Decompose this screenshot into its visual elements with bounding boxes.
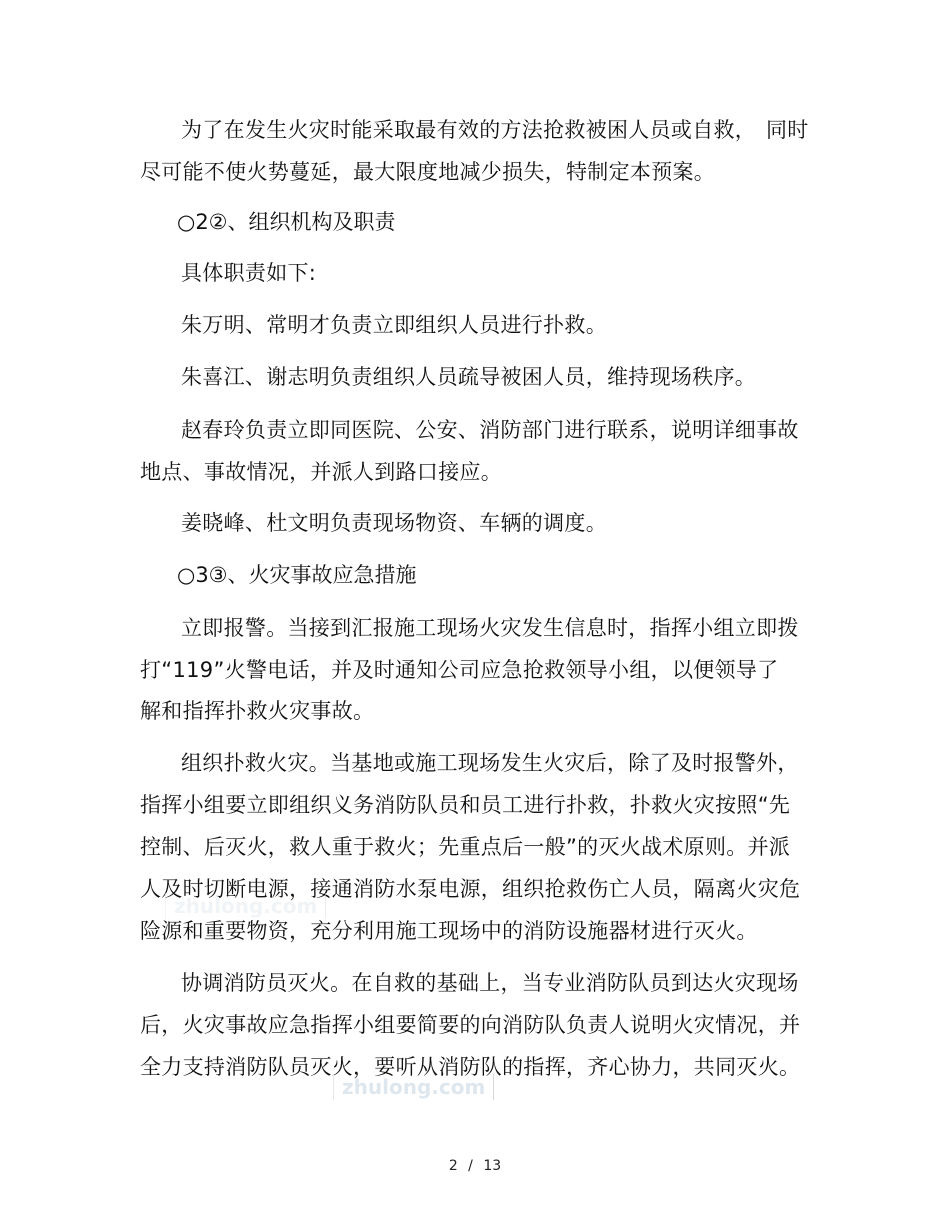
organize-line-5: 险源和重要物资，充分利用施工现场中的消防设施器材进行灭火。 <box>140 919 758 943</box>
intro-line-1 <box>181 116 756 144</box>
alarm-line-2: 打“119”火警电话，并及时通知公司应急抢救领导小组，以便领导了 <box>140 658 779 682</box>
alarm-line-3: 解和指挥扑救火灾事故。 <box>140 699 375 723</box>
section-2-heading: ○2②、组织机构及职责 <box>177 210 396 234</box>
duty-2: 朱喜江、谢志明负责组织人员疏导被困人员，维持现场秩序。 <box>181 365 757 389</box>
organize-line-1: 组织扑救火灾。当基地或施工现场发生火灾后，除了及时报警外， <box>181 751 799 775</box>
duty-3-line-1: 赵春玲负责立即同医院、公安、消防部门进行联系，说明详细事故 <box>181 418 799 442</box>
watermark-logo: zhulong.com <box>333 1074 494 1100</box>
intro-line-1-start: 为了在发生火灾时能采取最有效的方法抢救被困人员或自救， <box>181 118 757 142</box>
section-3-heading: ○3③、火灾事故应急措施 <box>177 563 417 587</box>
organize-line-4: 人及时切断电源，接通消防水泵电源，组织抢救伤亡人员，隔离火灾危 <box>140 877 801 901</box>
alarm-line-1: 立即报警。当接到汇报施工现场火灾发生信息时，指挥小组立即拨 <box>181 616 799 640</box>
coordinate-line-3: 全力支持消防队员灭火，要听从消防队的指挥，齐心协力，共同灭火。 <box>140 1055 801 1079</box>
duty-1: 朱万明、常明才负责立即组织人员进行扑救。 <box>181 313 607 337</box>
duty-3-line-2: 地点、事故情况，并派人到路口接应。 <box>140 460 503 484</box>
duty-4: 姜晓峰、杜文明负责现场物资、车辆的调度。 <box>181 511 607 535</box>
intro-line-1-end: 同时 <box>766 118 809 142</box>
organize-line-3: 控制、后灭火，救人重于救火；先重点后一般”的灭火战术原则。并派 <box>140 835 791 859</box>
intro-line-2: 尽可能不使火势蔓延，最大限度地减少损失，特制定本预案。 <box>140 160 716 184</box>
page-number: 2 / 13 <box>448 1158 502 1174</box>
coordinate-line-2: 后，火灾事故应急指挥小组要简要的向消防队负责人说明火灾情况，并 <box>140 1013 801 1037</box>
watermark-logo: zhulong.com <box>165 893 326 919</box>
coordinate-line-1: 协调消防员灭火。在自救的基础上，当专业消防队员到达火灾现场 <box>181 971 799 995</box>
duties-intro: 具体职责如下: <box>181 261 317 285</box>
organize-line-2: 指挥小组要立即组织义务消防队员和员工进行扑救，扑救火灾按照“先 <box>140 793 791 817</box>
